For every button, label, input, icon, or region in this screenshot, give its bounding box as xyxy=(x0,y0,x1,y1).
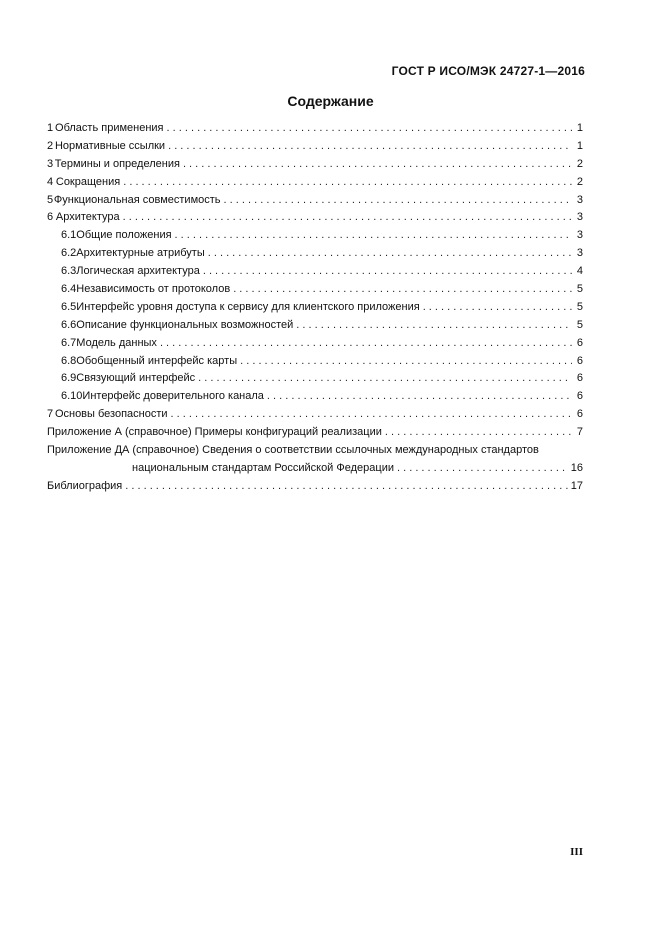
dot-leader xyxy=(397,460,568,478)
appendix-da-title-line1: Приложение ДА (справочное) Сведения о соответствии ссылочных международных стандартов xyxy=(47,444,539,457)
toc-entry-number: 6.3 xyxy=(61,265,77,278)
toc-entry-title: Архитектура xyxy=(55,211,120,224)
dot-leader xyxy=(160,335,572,353)
toc-entry-number: 6.9 xyxy=(61,372,77,385)
toc-subentry[interactable] xyxy=(47,370,583,388)
toc-entry-title: Общие положения xyxy=(76,229,172,242)
toc-subentry[interactable] xyxy=(47,353,583,371)
toc-entry-title: Основы безопасности xyxy=(54,408,168,421)
toc-entry-number: 4 xyxy=(47,175,54,188)
toc-entry-title: Интерфейс уровня доступа к сервису для клиентского приложения xyxy=(76,300,420,313)
toc-entry-number: 5 xyxy=(47,193,54,206)
toc-entry-page: 17 xyxy=(570,479,583,492)
toc-entry-page: 3 xyxy=(576,193,583,206)
toc-entry-title: Функциональная совместимость xyxy=(53,193,221,206)
toc-entry-page: 6 xyxy=(576,336,583,349)
dot-leader xyxy=(224,192,572,210)
toc-entry[interactable] xyxy=(47,192,583,210)
toc-entry-title: Приложение А (справочное) Примеры конфигураций реализации xyxy=(47,426,382,439)
toc-entry[interactable] xyxy=(47,209,583,227)
toc-entry-page: 5 xyxy=(576,318,583,331)
toc-entry-title: Обобщенный интерфейс карты xyxy=(76,354,238,367)
dot-leader xyxy=(123,174,572,192)
dot-leader xyxy=(233,281,572,299)
dot-leader xyxy=(183,156,572,174)
toc-entry-title: Интерфейс доверительного канала xyxy=(82,390,264,403)
toc-subentry[interactable] xyxy=(47,281,583,299)
toc-entry-page: 6 xyxy=(576,354,583,367)
dot-leader xyxy=(385,424,572,442)
document-code: ГОСТ Р ИСО/МЭК 24727-1—2016 xyxy=(391,64,585,78)
toc-entry-title: Независимость от протоколов xyxy=(76,283,231,296)
toc-entry-page: 5 xyxy=(576,283,583,296)
toc-entry-title: Описание функциональных возможностей xyxy=(76,318,294,331)
page-number: III xyxy=(570,846,583,858)
toc-entry-appendix-a[interactable] xyxy=(47,424,583,442)
toc-entry-page: 6 xyxy=(576,372,583,385)
dot-leader xyxy=(423,299,572,317)
toc-entry-bibliography[interactable] xyxy=(47,478,583,496)
dot-leader xyxy=(171,406,572,424)
toc-entry-title: Архитектурные атрибуты xyxy=(76,247,205,260)
dot-leader xyxy=(208,245,572,263)
toc-entry-number: 6.2 xyxy=(61,247,77,260)
toc-entry-page: 6 xyxy=(576,390,583,403)
toc-entry-number: 6.7 xyxy=(61,336,77,349)
toc-subentry[interactable] xyxy=(47,335,583,353)
toc-entry-page: 1 xyxy=(576,139,583,152)
toc-entry-title: Связующий интерфейс xyxy=(76,372,196,385)
toc-entry-title: Библиография xyxy=(47,479,123,492)
toc-entry-number: 3 xyxy=(47,157,54,170)
dot-leader xyxy=(267,388,572,406)
toc-heading: Содержание xyxy=(287,93,374,109)
dot-leader xyxy=(123,209,572,227)
toc-entry-page: 4 xyxy=(576,265,583,278)
toc-entry[interactable] xyxy=(47,120,583,138)
toc-entry-page: 16 xyxy=(570,461,583,474)
toc-entry-page: 2 xyxy=(576,175,583,188)
toc-entry-number: 6.10 xyxy=(61,390,83,403)
toc-entry-title: Область применения xyxy=(55,122,164,134)
toc-entry-title: Модель данных xyxy=(76,336,157,349)
toc-entry[interactable] xyxy=(47,138,583,156)
dot-leader xyxy=(203,263,572,281)
toc-entry-number: 6.5 xyxy=(61,300,77,313)
toc-entry-number: 6.6 xyxy=(61,318,77,331)
toc-entry-number: 6 xyxy=(47,211,54,224)
toc-entry-title: Сокращения xyxy=(55,175,121,188)
toc-entry-number: 6.4 xyxy=(61,283,77,296)
dot-leader xyxy=(175,227,572,245)
toc-entry-page: 3 xyxy=(576,247,583,260)
toc-subentry[interactable] xyxy=(47,299,583,317)
toc-entry-title: Термины и определения xyxy=(54,157,180,170)
toc-entry[interactable] xyxy=(47,174,583,192)
toc-subentry[interactable] xyxy=(47,263,583,281)
toc-entry-page: 2 xyxy=(576,157,583,170)
toc-subentry[interactable] xyxy=(47,227,583,245)
dot-leader xyxy=(240,353,572,371)
toc-entry-number: 1 xyxy=(47,122,54,134)
dot-leader xyxy=(168,138,572,156)
table-of-contents xyxy=(47,120,583,496)
toc-entry-page: 3 xyxy=(576,229,583,242)
toc-entry-title: Нормативные ссылки xyxy=(54,139,166,152)
toc-entry-number: 6.8 xyxy=(61,354,77,367)
appendix-da-title-line2: национальным стандартам Российской Федерации xyxy=(132,461,394,474)
toc-entry-title: Логическая архитектура xyxy=(76,265,200,278)
dot-leader xyxy=(125,478,568,496)
dot-leader xyxy=(198,370,572,388)
toc-entry-appendix-da[interactable] xyxy=(47,442,583,478)
toc-entry-page: 6 xyxy=(576,408,583,421)
toc-entry-page: 5 xyxy=(576,300,583,313)
toc-entry-page: 3 xyxy=(576,211,583,224)
toc-entry-page: 1 xyxy=(576,122,583,134)
toc-entry[interactable] xyxy=(47,156,583,174)
toc-entry[interactable] xyxy=(47,406,583,424)
dot-leader xyxy=(167,120,572,138)
toc-subentry[interactable] xyxy=(47,245,583,263)
toc-entry-number: 2 xyxy=(47,139,54,152)
toc-entry-page: 7 xyxy=(576,426,583,439)
toc-entry-number: 7 xyxy=(47,408,54,421)
toc-subentry[interactable] xyxy=(47,388,583,406)
toc-subentry[interactable] xyxy=(47,317,583,335)
dot-leader xyxy=(296,317,572,335)
toc-entry-number: 6.1 xyxy=(61,229,77,242)
